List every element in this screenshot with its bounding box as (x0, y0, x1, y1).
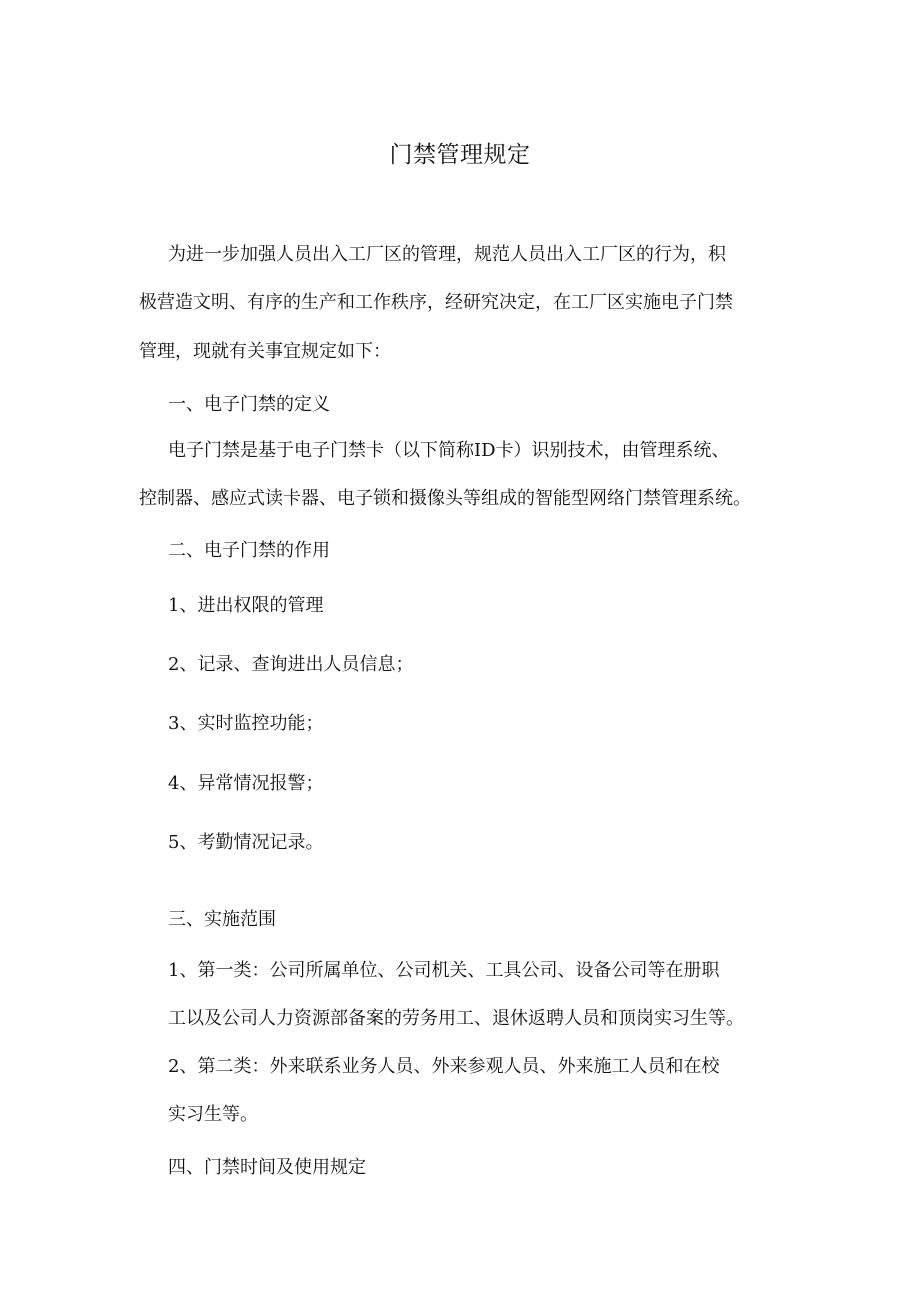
list-item: 2、记录、查询进出人员信息； (168, 654, 414, 675)
list-item: 4、异常情况报警； (168, 773, 324, 794)
intro-line: 为进一步加强人员出入工厂区的管理，规范人员出入工厂区的行为，积 (168, 244, 726, 265)
paragraph-line: 控制器、感应式读卡器、电子锁和摄像头等组成的智能型网络门禁管理系统。 (139, 488, 751, 509)
list-item: 2、第二类：外来联系业务人员、外来参观人员、外来施工人员和在校 (168, 1056, 720, 1077)
list-item: 实习生等。 (168, 1104, 258, 1125)
list-item: 5、考勤情况记录。 (168, 832, 324, 853)
intro-line: 管理，现就有关事宜规定如下： (139, 341, 391, 362)
section-heading: 一、电子门禁的定义 (168, 394, 330, 415)
section-heading: 二、电子门禁的作用 (168, 540, 330, 561)
list-item: 3、实时监控功能； (168, 713, 324, 734)
section-heading: 三、实施范围 (168, 909, 276, 930)
section-heading: 四、门禁时间及使用规定 (168, 1157, 366, 1178)
document-title: 门禁管理规定 (389, 142, 531, 168)
intro-line: 极营造文明、有序的生产和工作秩序，经研究决定，在工厂区实施电子门禁 (139, 292, 733, 313)
list-item: 1、进出权限的管理 (168, 595, 324, 616)
paragraph-line: 电子门禁是基于电子门禁卡（以下简称ID卡）识别技术，由管理系统、 (168, 440, 730, 461)
list-item: 工以及公司人力资源部备案的劳务用工、退休返聘人员和顶岗实习生等。 (168, 1008, 744, 1029)
list-item: 1、第一类：公司所属单位、公司机关、工具公司、设备公司等在册职 (168, 960, 720, 981)
